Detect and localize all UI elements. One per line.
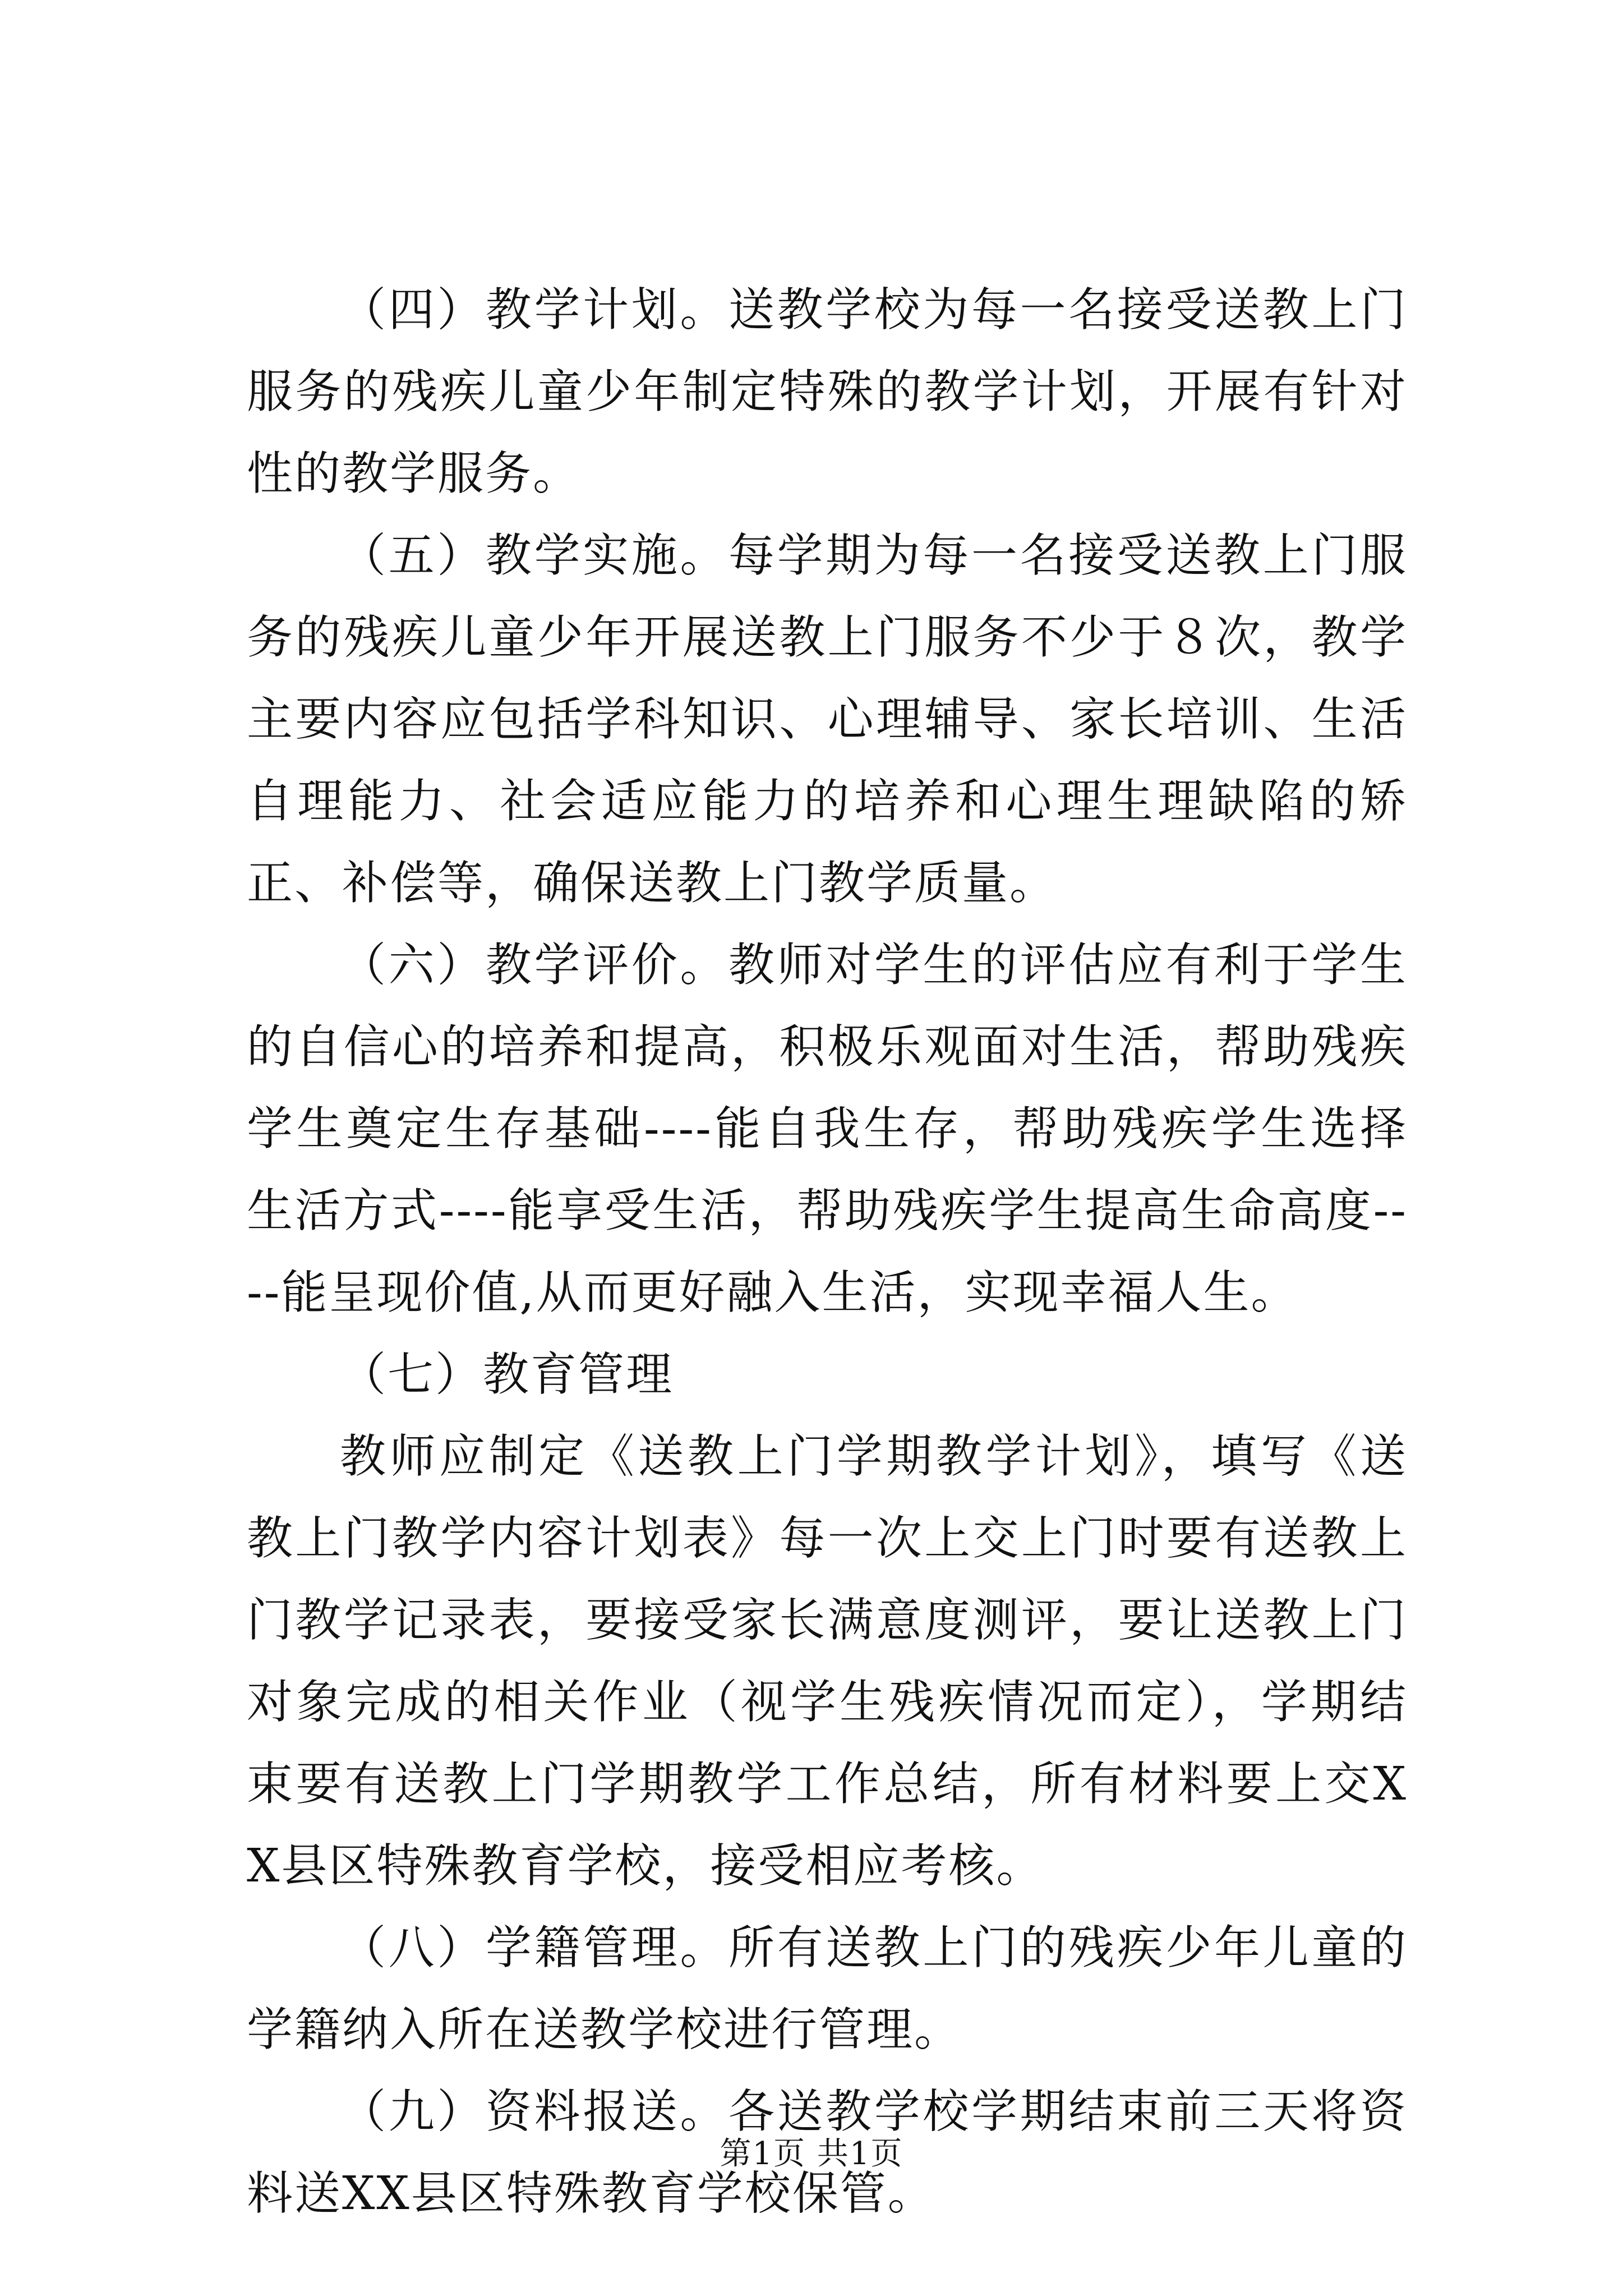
- paragraph-teaching-plan: （四）教学计划。送教学校为每一名接受送教上门服务的残疾儿童少年制定特殊的教学计划，开展有针对性的教学服务。: [247, 283, 1408, 500]
- paragraph-education-management-heading: （七）教育管理: [340, 1348, 674, 1401]
- paragraph-teaching-evaluation: （六）教学评价。教师对学生的评估应有利于学生的自信心的培养和提高，积极乐观面对生活，帮助残疾学生奠定生存基础----能自我生存，帮助残疾学生选择生活方式----能享受生活，帮助残疾学生提高生命高度----能呈现价值,从而更好融入生活，实现幸福人生。: [247, 938, 1408, 1319]
- paragraph-teaching-implementation: （五）教学实施。每学期为每一名接受送教上门服务的残疾儿童少年开展送教上门服务不少于８次，教学主要内容应包括学科知识、心理辅导、家长培训、生活自理能力、社会适应能力的培养和心理生理缺陷的矫正、补偿等，确保送教上门教学质量。: [247, 529, 1408, 910]
- paragraph-document-submission: （九）资料报送。各送教学校学期结束前三天将资料送XX县区特殊教育学校保管。: [247, 2085, 1408, 2220]
- paragraph-education-management-body: 教师应制定《送教上门学期教学计划》，填写《送教上门教学内容计划表》每一次上交上门时要有送教上门教学记录表，要接受家长满意度测评，要让送教上门对象完成的相关作业（视学生残疾情况而定），学期结束要有送教上门学期教学工作总结，所有材料要上交XX县区特殊教育学校，接受相应考核。: [247, 1430, 1408, 1893]
- document-body: [247, 269, 1408, 2235]
- paragraph-student-records: （八）学籍管理。所有送教上门的残疾少年儿童的学籍纳入所在送教学校进行管理。: [247, 1921, 1408, 2056]
- page-footer: 第1页 共1页: [720, 2136, 903, 2172]
